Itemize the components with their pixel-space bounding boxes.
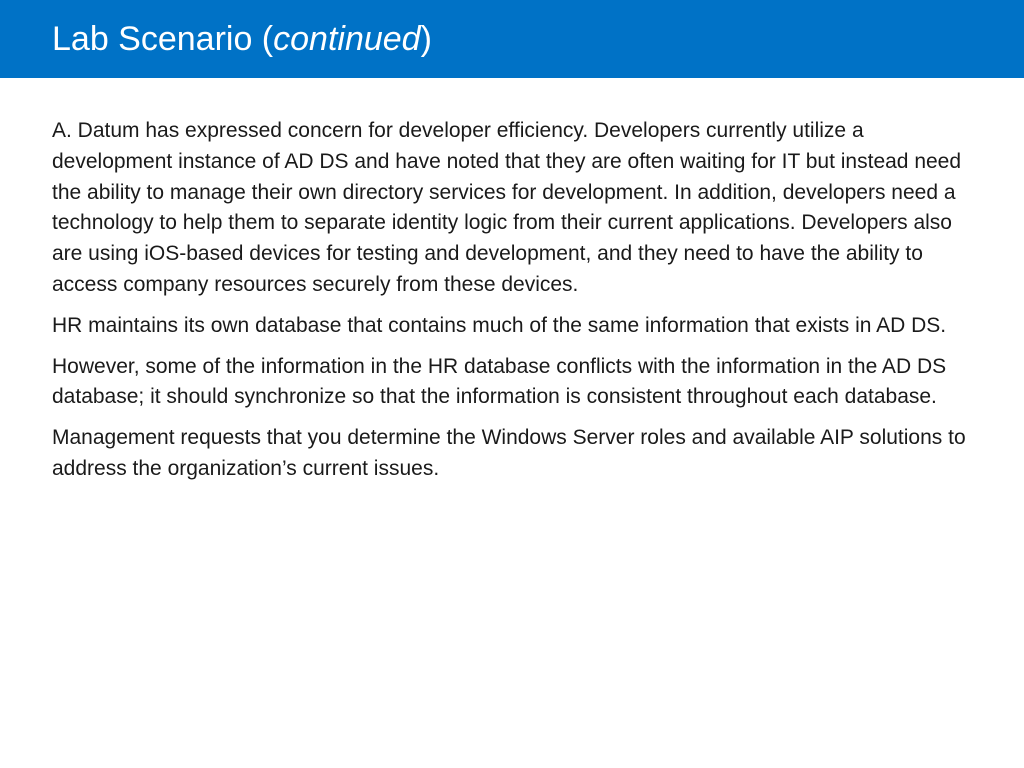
paragraph-hr-database: HR maintains its own database that contains much of the same information that exists in AD DS. xyxy=(52,313,947,337)
slide-title-italic: continued xyxy=(273,20,421,58)
paragraph-developer-efficiency: A. Datum has expressed concern for developer efficiency. Developers currently utilize a development instance of AD DS and have noted that they are often waiting for IT but instead need the ability to manage their own directory services for development. In addition, developers need a technology to help them to separate identity logic from their current applications. Developers also are using iOS-based devices for testing and development, and they need to have the ability to access company resources securely from these devices. xyxy=(52,119,962,296)
paragraph-management-requests: Management requests that you determine the Windows Server roles and available AIP solutions to address the organization’s current issues. xyxy=(52,426,966,480)
slide-title xyxy=(52,16,432,62)
paragraph-data-conflicts: However, some of the information in the HR database conflicts with the information in the AD DS database; it should synchronize so that the information is consistent throughout each database. xyxy=(52,354,947,409)
slide-title-main: Lab Scenario ( xyxy=(52,20,274,58)
title-bar xyxy=(0,0,1024,78)
slide-title-close: ) xyxy=(420,20,432,58)
slide-body xyxy=(52,116,972,495)
